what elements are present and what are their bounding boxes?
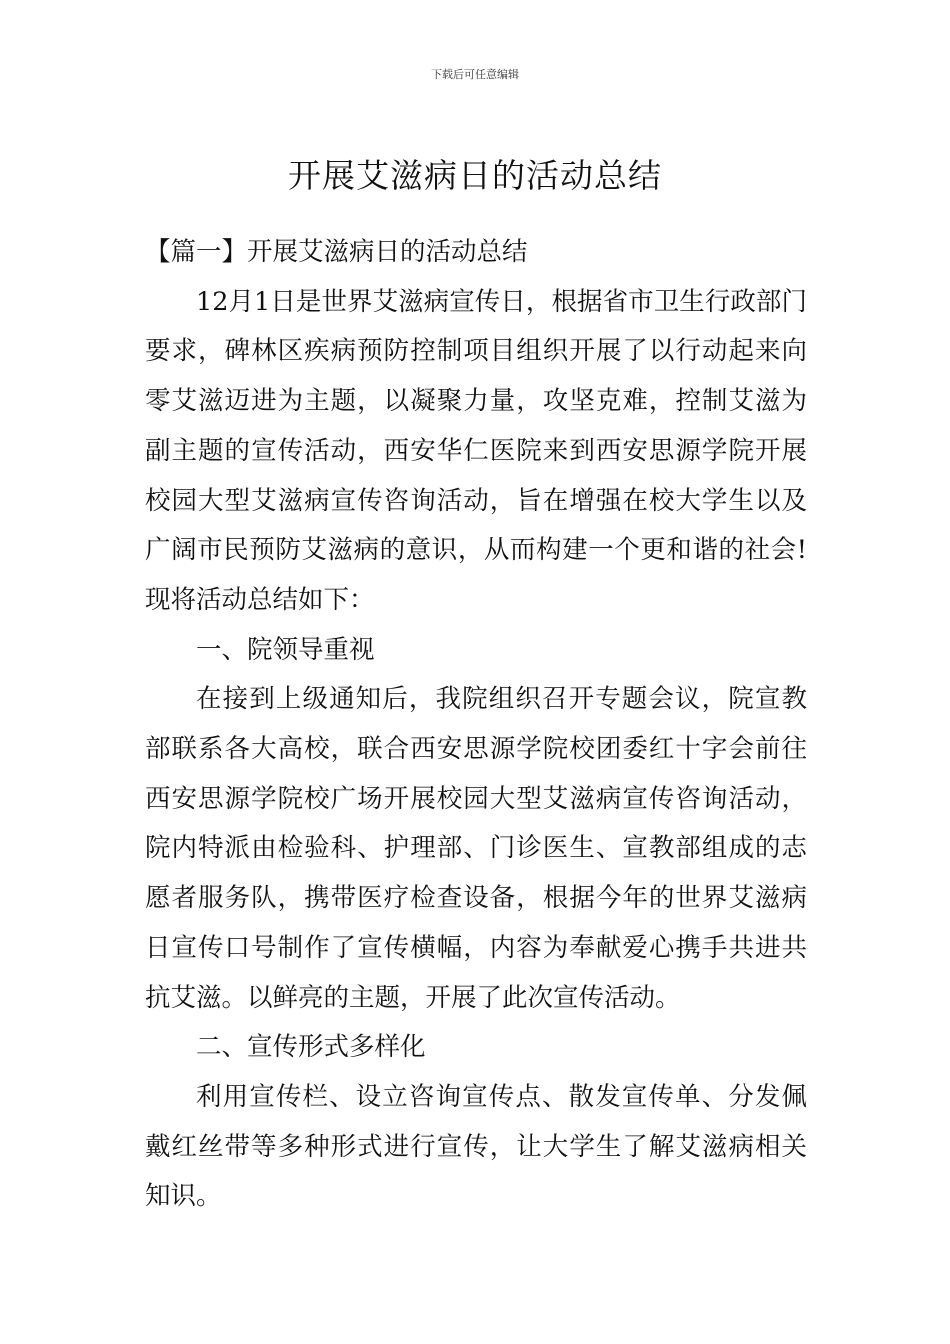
- document-body: [145, 228, 807, 1222]
- subheading-forms: 二、宣传形式多样化: [196, 1032, 426, 1063]
- paragraph-forms: 利用宣传栏、设立咨询宣传点、散发宣传单、分发佩戴红丝带等多种形式进行宣传，让大学生了解艾滋病相关知识。: [145, 1081, 807, 1212]
- document-title: 开展艾滋病日的活动总结: [288, 156, 662, 196]
- section-heading: 【篇一】开展艾滋病日的活动总结: [145, 237, 528, 267]
- subheading-leadership: 一、院领导重视: [196, 634, 375, 665]
- paragraph-intro: 12月1日是世界艾滋病宣传日，根据省市卫生行政部门要求，碑林区疾病预防控制项目组织开展了以行动起来向零艾滋迈进为主题，以凝聚力量，攻坚克难，控制艾滋为副主题的宣传活动，西安华仁医院来到西安思源学院开展校园大型艾滋病宣传咨询活动，旨在增强在校大学生以及广阔市民预防艾滋病的意识，从而构建一个更和谐的社会!现将活动总结如下：: [145, 286, 807, 615]
- paragraph-leadership: 在接到上级通知后，我院组织召开专题会议，院宣教部联系各大高校，联合西安思源学院校团委红十字会前往西安思源学院校广场开展校园大型艾滋病宣传咨询活动，院内特派由检验科、护理部、门诊医生、宣教部组成的志愿者服务队，携带医疗检查设备，根据今年的世界艾滋病日宣传口号制作了宣传横幅，内容为奉献爱心携手共进共抗艾滋。以鲜亮的主题，开展了此次宣传活动。: [145, 684, 807, 1013]
- header-note: 下载后可任意编辑: [431, 68, 519, 81]
